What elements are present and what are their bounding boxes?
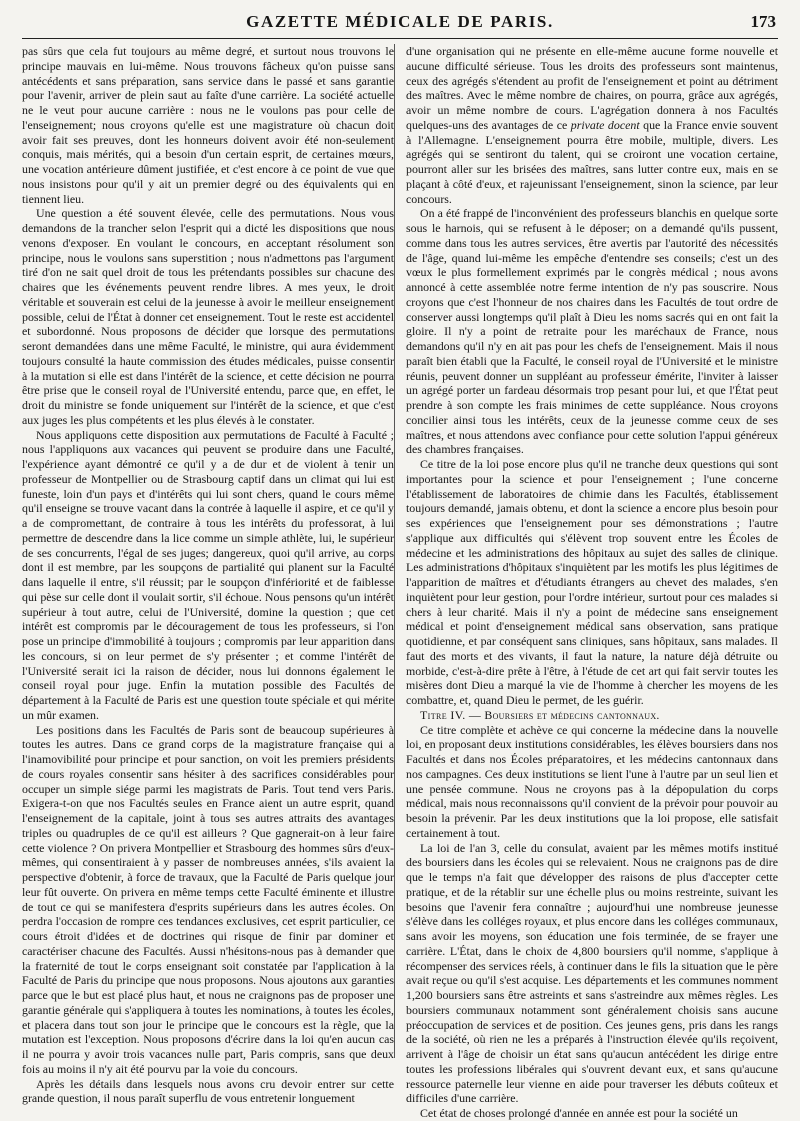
section-heading-text: — Boursiers et médecins cantonnaux. xyxy=(465,707,660,722)
right-column xyxy=(406,44,778,1120)
paragraph: Ce titre de la loi pose encore plus qu'il ne tranche deux questions qui sont importantes pour la science et pour l'enseignement ; l'une concerne l'établissement de laboratoires de chimie dans les Facultés, établissement toujours demandé, jamais obtenu, et dont la science a encore plus besoin pour ses expériences que l'enseignement pour ses démonstrations ; l'autre s'applique aux difficultés qui s'élèvent trop souvent entre les Écoles de médecine et les administrations des hôpitaux au sujet des salles de clinique. Les administrations d'hôpitaux s'inquiètent par les motifs les plus légitimes de l'apparition de maîtres et d'étudiants étrangers au chevet des malades, s'en inquiètent pour leur gestion, pour l'ordre intérieur, surtout pour ces malades si chers à leur charité. Mais il n'y a point de médecine sans enseignement médical et point d'enseignement médical sans observation, sans pratique quotidienne, et par conséquent sans cliniques, sans hôpitaux, sans malades. Il faut des morts et des vivants, il faut la nature, la nature déjà détruite ou morbide, c'est-à-dire prête à l'être, à l'étude de cet art qui fait servir toutes les misères dont Dieu a marqué la vie de l'homme à chercher les moyens de les combattre, et, quand Dieu le permet, de les guérir. xyxy=(406,457,778,707)
italic-term: private docent xyxy=(570,117,640,132)
paragraph: Une question a été souvent élevée, celle des permutations. Nous vous demandons de la trancher selon l'esprit qui a dicté les dispositions que nous venons d'exposer. En voulant le concours, en acceptant résolument son principe, nous le voulons sans superstition ; nous n'admettons pas l'argument tiré d'on ne sait quel droit de tous les prétendants possibles sur chacune des chaires que les événements peuvent rendre libres. A mes yeux, le droit véritable et souverain est celui de la jeunesse à avoir le meilleur enseignement possible, celui de l'État à donner cet enseignement. Tout le reste est accidentel et subordonné. Nous proposons de décider que lorsque des permutations seront demandées dans une même Faculté, le ministre, qui aura évidemment toujours consulté la haute commission des études médicales, puisse consentir à la mutation si elle est dans l'intérêt de la science, et cette décision ne pourra être prise que le conseil royal de l'Université entendu, parce que, en effet, le droit du ministre se fonde uniquement sur l'intérêt de la science, et que c'est aux juges les plus compétents et les plus élevés à le constater. xyxy=(22,206,394,427)
paragraph: On a été frappé de l'inconvénient des professeurs blanchis en quelque sorte sous le harnois, qui se refusent à le déposer; on a demandé qu'ils pussent, comme dans tous les autres services, être avertis par l'autorité des nécessités de l'âge, quand lui-même les empêche d'entendre ses conseils; c'est un des vœux le plus formellement exprimés par le congrès médical ; nous avons annoncé à cette assemblée notre ferme intention de n'y pas souscrire. Nous croyons que c'est l'honneur de nos chaires dans les Facultés de tout ordre de conserver aussi longtemps qu'il plaît à Dieu les noms sacrés qui en ont fait la gloire. Il n'y a point de retraite pour les maréchaux de France, nous demandons qu'il n'y en ait pas pour les chefs de l'enseignement. Mais il nous paraît bien établi que la Faculté, le conseil royal de l'Université et le ministre réunis, peuvent donner un suppléant au professeur émérite, l'inviter à laisser un agrégé porter un fardeau désormais trop pesant pour lui, et que l'État peut prendre à son compte les frais minimes de cette suppléance. Nous croyons concilier ainsi tous les intérêts, ceux de la jeunesse comme ceux de ses maîtres, et nous attendons avec confiance pour cette solution l'appui généreux des chambres françaises. xyxy=(406,206,778,457)
paragraph: Ce titre complète et achève ce qui concerne la médecine dans la nouvelle loi, en proposant deux institutions considérables, les élèves boursiers dans nos Facultés et dans nos Écoles préparatoires, et les médecins cantonnaux dans nos campagnes. Ces deux institutions se lient l'une à l'autre par un seul lien et une pensée commune. Nous ne croyons pas à la dépopulation du corps médical, mais nous reconnaissons qu'il convient de la prévoir pour pouvoir au besoin la prévenir. Par les deux institutions que la loi propose, elle satisfait certainement à tout. xyxy=(406,722,778,840)
paragraph: Après les détails dans lesquels nous avons cru devoir entrer sur cette grande question, il nous paraît superflu de vous entretenir longuement xyxy=(22,1076,394,1106)
left-column xyxy=(22,44,394,1106)
page-number: 173 xyxy=(750,12,776,31)
two-column-body xyxy=(22,44,778,1120)
paragraph xyxy=(406,44,778,206)
paragraph: Cet état de choses prolongé d'année en année est pour la société un xyxy=(420,1106,738,1120)
paragraph: Les positions dans les Facultés de Paris sont de beaucoup supérieures à toutes les autres. Dans ce grand corps de la magistrature française qui a l'inamovibilité pour principe et pour sanction, on voit les premiers présidents de cours royales consentir sans hésiter à des sacrifices considérables pour occuper un simple siége parmi les magistrats de Paris. Tout tend vers Paris. Exigera-t-on que nos Facultés seules en France aient un autre esprit, quand l'enseignement de la capitale, joint à tous ses autres attraits des avantages triples ou quadruples de ce qu'il est ailleurs ? Que gagnerait-on à leur faire cette violence ? On privera Montpellier et Strasbourg des hommes sûrs d'eux-mêmes, qui consentiraient à y passer de nombreuses années, s'ils avaient la perspective d'obtenir, à force de travaux, que la Faculté de Paris quelque jour leur fût ouverte. On privera en même temps cette Faculté éminente et illustre de tout ce qui se manifestera d'esprits supérieurs dans les autres écoles. On perdra l'occasion de rompre ces tendances exclusives, cet esprit particulier, ce cours étroit d'idées et de doctrines qui risque de finir par dominer et caractériser chacune des Facultés. Aussi n'hésitons-nous pas à demander que la fraternité de tout le corps enseignant soit constatée par l'application à la Faculté de Paris du principe que nous proposons. Nous ajoutons aux garanties parce que le but est placé plus haut, et nous ne craignons pas de proposer une garantie générale qui s'appliquera à toutes les nominations, à toutes les écoles, et placera dans tout son jour le principe que le concours est la règle, que la mutation est l'exception. Nous proposons d'écrire dans la loi qu'en aucun cas il ne pourra y avoir trois vacances nulle part, Paris compris, sans que deux fois au moins il n'y ait été pourvu par la voie du concours. xyxy=(22,722,394,1076)
section-heading-label: Titre IV. xyxy=(420,707,466,722)
paragraph: Nous appliquons cette disposition aux permutations de Faculté à Faculté ; nous l'appliquons aux vacances qui peuvent se produire dans une Faculté, l'expérience ayant démontré ce qu'il y a de dur et de violent à tenir un professeur de Montpellier ou de Strasbourg captif dans un climat qui lui est funeste, loin d'un pays et d'intérêts qui lui sont chers, quand le cours même qu'il enseigne se trouve vacant dans la contrée à laquelle il aspire, et ce qu'il y a de compromettant, de contraire à tous les intérêts du professorat, à lui permettre de descendre dans la lice comme un simple athlète, lui, le supérieur de ses concurrents, l'égal de ses juges; dangereux, quoi qu'il arrive, au corps dont il est membre, par les soupçons de partialité qui planent sur la Faculté dans laquelle il entre, s'il réussit; par le soupçon d'infériorité et de faiblesse qui pèse sur celle dont il voulait sortir, s'il échoue. Nous pensons qu'un intérêt supérieur à tout autre, celui de l'Université, domine la question ; que cet intérêt est compromis par le découragement de tous les professeurs, si l'on pose un principe d'immobilité à toujours ; compromis par leur apparition dans les concours, si on leur permet de s'y présenter ; et comme l'intérêt de l'Université serait ici la raison de décider, nous lui donnons également le conseil royal pour juge. Enfin la mutation possible des Facultés de département à la Faculté de Paris est une question toute spéciale et qui mérite un mûr examen. xyxy=(22,427,394,722)
running-title: GAZETTE MÉDICALE DE PARIS. xyxy=(246,12,554,31)
paragraph-text: que la France envie souvent à l'Allemagne. L'enseignement pourra être mobile, multiple, divers. Les agrégés qui se sentiront du talent, qui se croiront une vocation certaine, pourront aller sur les brisées des maîtres, sans lutter contre eux, mais en se plaçant à côté d'eux, et rajeunissant l'enseignement, sinon la science, par leur concours. xyxy=(406,117,778,206)
paragraph-text: d'une organisation qui ne présente en elle-même aucune forme nouvelle et aucune difficulté sérieuse. Tous les droits des professeurs sont maintenus, ceux des agrégés s'étendent au profit de l'enseignement et point au détriment des maîtres. Avec le même nombre de chaires, on pourra, grâce aux agrégés, avoir un même nombre de cours. L'agrégation donnera à nos Facultés quelques-uns des avantages de ce xyxy=(406,44,778,132)
paragraph: La loi de l'an 3, celle du consulat, avaient par les mêmes motifs institué des boursiers dans les écoles qui se relevaient. Nous ne craignons pas de dire que le temps n'a fait que développer des raisons de plus d'accepter cette pratique, et de la rétablir sur une échelle plus ou moins restreinte, suivant les besoins que l'avenir fera connaître ; aujourd'hui une nombreuse jeunesse s'élève dans les colléges royaux, et plus encore dans les colléges communaux, sans avoir les moyens, son éducation une fois terminée, de se frayer une carrière. L'État, dans le choix de 4,800 boursiers qu'il nomme, s'applique à récompenser des services réels, à continuer dans le fils la situation que le père avait reçue ou qu'il s'est acquise. Les départements et les communes nomment 1,200 boursiers sans être astreints et sans s'astreindre aux mêmes règles. Les boursiers communaux notamment sont généralement choisis sans aucune préoccupation de services et de position. Ces jeunes gens, pris dans les rangs de la société, où rien ne les a préparés à l'instruction élevée qu'ils reçoivent, arrivent à l'âge de choisir un état sans qu'aucun antécédent les dirige entre toutes les professions libérales qui s'ouvrent devant eux, et sans qu'aucune ressource paternelle leur vienne en aide pour traverser les débuts coûteux et difficiles d'une carrière. xyxy=(406,840,778,1106)
section-heading xyxy=(406,708,778,723)
page-header xyxy=(22,8,778,39)
paragraph: pas sûrs que cela fut toujours au même degré, et surtout nous trouvons le principe mauvais en lui-même. Nous trouvons fâcheux qu'on puisse sans antécédents et sans préparation, sans service dans le passé et sans garantie pour l'avenir, arriver de plein saut au faîte d'une carrière. La société actuelle ne le veut pour aucune carrière : nous ne le voulons pas pour celle de l'enseignement; nous croyons qu'elle est une magistrature où chacun doit avoir fait ses preuves, dont les honneurs doivent avoir été non-seulement conquis, mais mérités, qui a besoin d'un certain esprit, de certaines mœurs, une vocation antérieure dûment justifiée, et c'est encore à ce point de vue que nous insistons pour qu'il y ait un premier degré ou des équivalents qui en tiennent lieu. xyxy=(22,44,394,206)
